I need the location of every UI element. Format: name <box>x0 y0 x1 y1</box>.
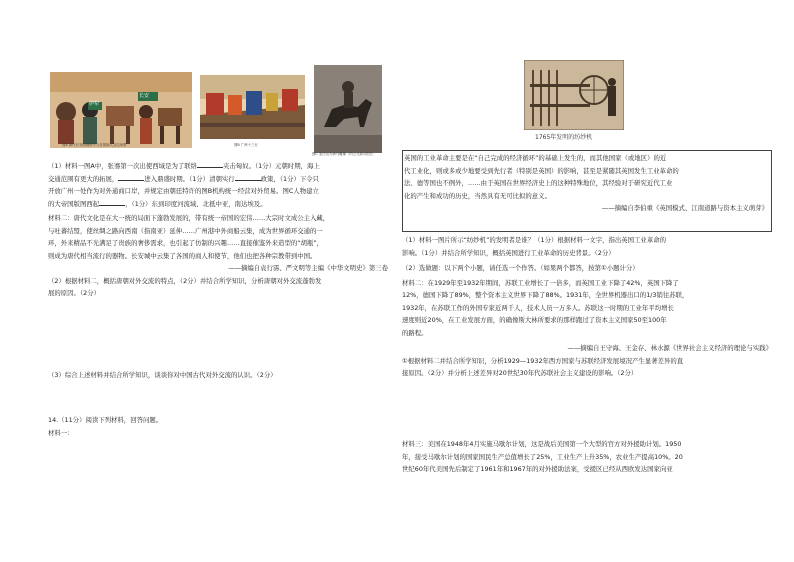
q2-line: 展的原因。（2分） <box>48 289 100 297</box>
q3-block <box>48 369 388 382</box>
material-2-line: 则成为唐代相当流行的器物。长安城中云集了各国的商人和使节，他们也把各种宗教带到中国。 <box>48 251 317 260</box>
material-3-block <box>402 438 772 476</box>
answer-blank[interactable] <box>118 173 144 181</box>
r-material-2-line: 的路程。 <box>402 328 428 337</box>
figure-caption: 1765年发明的纺纱机 <box>535 134 593 141</box>
material-1-source: ——摘编自李伯重《英国模式、江南道路与资本主义萌芽》 <box>601 204 768 212</box>
material-3-line: 世纪60年代美国先后制定了1961年和1967年的对外援助法案，受援区已经从西欧发达国家向亚 <box>402 465 673 473</box>
image-c-alexander-statue <box>314 65 382 153</box>
q14-block <box>48 414 388 439</box>
material-1-text <box>404 152 774 215</box>
material-1-line: 化的产生和成功的历史，当然具有无可比拟的意义。 <box>404 191 551 200</box>
right-questions <box>402 234 772 380</box>
material-1-line: 法、德等国也不例外，……由于英国在世界经济史上的这种特殊地位，其经验对于研究近代工业 <box>404 179 673 187</box>
r-q1-line: 影响。（1分）并结合所学知识，概括英国进行工业革命的历史背景。（2分） <box>402 248 615 257</box>
material-1-label: 材料一： <box>48 428 74 437</box>
material-1-line: 英国的工业革命主要是在“自己完成的经济循环”的基础上发生的，而其他国家（或地区）的近 <box>404 154 667 162</box>
image-a-tang-envoys <box>50 72 192 148</box>
r-material-2-line: 1932年，在苏联工作的外国专家近两千人，技术人员一万多人。苏联这一时期的工业年平均增长 <box>402 303 674 312</box>
image-a-label-changan: 长安 <box>139 93 150 99</box>
r-q2-intro: （2）选做题：以下两个小题，请任选一个作答。（如果两个都答，按第①小题计分） <box>402 264 639 272</box>
q14-title: 14.（11分）阅读下列材料，回答问题。 <box>48 416 163 424</box>
q1-line-3: 开放广州一处作为对外通商口岸，并规定由朝廷特许的图B机构统一经营对外贸易。图C人物建立 <box>48 187 319 195</box>
q3-text: （3）综合上述材料并结合所学知识，谈谈你对中国古代对外交流的认识。（2分） <box>48 371 277 379</box>
r-material-2-line: 材料二：在1929年至1932年期间，苏联工业增长了一倍多，而英国工业下降了42%，英国下降了 <box>402 278 679 287</box>
image-b-thirteen-hongs <box>200 75 305 139</box>
left-column <box>48 160 388 300</box>
material-3-line: 材料三：美国在1948年4月实施马歇尔计划，这是战后美国第一个大型的官方对外援助计划。1950 <box>402 440 682 448</box>
q1-line-2: 交通范围有更大的拓展， 进入鼎盛时期。（1分）清朝实行 政策，（1分）下令只 <box>48 174 320 183</box>
material-3-line: 年，接受马歇尔计划的国家国民生产总值增长了25%，工业生产上升35%，农业生产提高10%。20 <box>402 452 683 461</box>
r-material-2-line: 速度则近20%，在工业发展方面，的确像斯大林所要求的那样跑过了资本主义国家50至100年 <box>402 316 667 324</box>
material-2-line: 环，外来精品不光满足了贵族的奢侈需求，也引起了仿制的兴趣……直接催鉴外来造型的“胡瓶”， <box>48 239 324 247</box>
r-q2a-line: 接原因。（2分）并分析上述差异对20世纪30年代苏联社会主义建设的影响。（2分） <box>402 369 638 377</box>
q2-line: （2）根据材料二，概括唐朝对外交流的特点，（2分）并结合所学知识，分析唐朝对外交流蓬勃发 <box>48 276 322 285</box>
image-c-caption: 图C 亚历山大骑马雕像（约公元前1世纪） <box>312 152 376 156</box>
r-q1-line: （1）材料一图片所示“纺纱机”的发明者是谁？（1分）根据材料一文字，指出英国工业革命的 <box>402 236 666 244</box>
q1-line-1: （1）材料一图A中，张骞第一次出使西域是为了联络 夹击匈奴。（1分）元朝时期，海上 <box>48 162 320 170</box>
q1-line-4: 的大帝国版图西起 ，（1分）东到印度河流域、北抵中亚，南达埃及。 <box>48 199 267 208</box>
answer-blank[interactable] <box>197 160 223 168</box>
r-material-2-line: 12%，德国下降了89%，整个资本主义世界下降了88%。1931年，全世界机器出口的1/3销往苏联， <box>402 291 689 299</box>
spinning-jenny-image <box>524 60 624 130</box>
image-b-caption: 图B 广州十三行 <box>234 143 258 147</box>
answer-blank[interactable] <box>99 198 125 206</box>
material-2-line: 材料二：唐代文化是在大一统的局面下蓬勃发展的，带有统一帝国的宏伟……大宗时文成公主入藏， <box>48 214 330 222</box>
material-1-line: 代工业化，则或多或少地要受到先行者（特别是英国）的影响，甚至是紧随其英国发生工业革命的 <box>404 166 679 175</box>
material-2-line: 与吐蕃结盟，使丝绸之路向西南（指南亚）延伸……广州港中外商船云集，成为世界循环交通的一 <box>48 226 323 235</box>
r-material-2-source: ——摘编自王守海、王金存、林水源《世界社会主义经济的理论与实践》 <box>567 344 772 352</box>
image-a-caption: 图A 唐代长安西域使节与各国商人交往场景 <box>62 143 127 147</box>
image-a-label-yili: 伊犁 <box>89 101 100 107</box>
r-q2a-line: ①根据材料二并结合所学知识，分析1929—1932年西方国家与苏联经济发展境况产生显著差异的直 <box>402 356 684 365</box>
material-2-source: ——摘编自袁行霈、严文明等主编《中华文明史》第三卷 <box>228 264 388 272</box>
answer-blank[interactable] <box>235 173 261 181</box>
